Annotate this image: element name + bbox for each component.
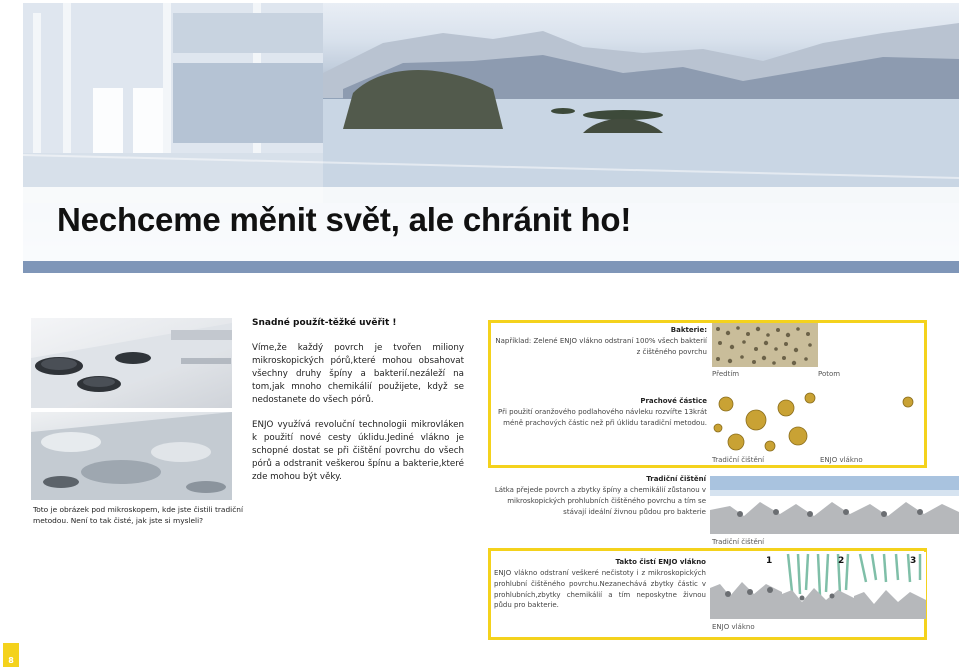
bacteria-after-image (818, 323, 924, 367)
enjo-step-2-image (782, 552, 854, 619)
label-enjo-dust: ENJO vlákno (820, 456, 863, 464)
hero-banner (23, 3, 959, 273)
label-traditional-cleaning: Tradiční čištění (712, 538, 765, 546)
dust-traditional-image (712, 390, 818, 453)
bacteria-texture-illustration (712, 323, 818, 367)
step-3-number: 3 (910, 556, 917, 566)
label-traditional-dust: Tradiční čištění (712, 456, 765, 464)
dust-text: Při použití oranžového podlahového návleku rozvířte 13krát méně prachových částic než při úklidu taradiční metodou. (497, 407, 707, 427)
microscope-photo (31, 412, 232, 500)
enjo-step-3-image (854, 552, 926, 619)
section-title: Snadné použít-těžké uvěřit ! (252, 318, 397, 328)
enjo-paragraph: ENJO využívá revoluční technologii mikrovláken k použití nové cesty úklidu.Jediné vlákno je schopné dostat se při čištění povrchu do všech pórů a odstranit veškerou špínu a bakterie,které zde mohou být věky. (252, 420, 464, 482)
lake-landscape-illustration (23, 3, 959, 203)
pollen-illustration (712, 390, 818, 453)
dust-enjo-image (818, 390, 924, 453)
enjo-block (494, 557, 706, 611)
label-enjo-fiber: ENJO vlákno (712, 623, 755, 631)
enjo-heading: Takto čistí ENJO vlákno (615, 558, 706, 566)
pollen-few-illustration (818, 390, 924, 453)
dust-block (492, 396, 707, 429)
step-2-number: 2 (838, 556, 845, 566)
enjo-text: ENJO vlákno odstraní veškeré nečistoty i z mikroskopických prohlubní čištěného povrchu.Nezanechává zbytky částic v prohlubních,zbytky chemikálií a tím neposkytne živnou půdu pro bakterie. (494, 568, 706, 610)
step-1-number: 1 (766, 556, 773, 566)
page-title: Nechceme měnit svět, ale chránit ho! (57, 201, 632, 238)
traditional-text: Látka přejede povrch a zbytky špíny a chemikálií zůstanou v mikroskopických prohlubních čištěného povrchu a tím se stávají ideální živnou půdou pro bakterie (494, 485, 706, 516)
dust-heading: Prachové částice (640, 397, 707, 405)
bacteria-heading: Bakterie: (670, 326, 707, 334)
cloth-on-surface-illustration (710, 472, 959, 534)
traditional-cleaning-diagram (710, 472, 959, 534)
kitchen-counter-photo (31, 318, 232, 408)
label-after: Potom (818, 370, 841, 378)
enjo-step-1-image (710, 552, 782, 619)
hero-bottom-stripe (23, 261, 959, 273)
label-before: Předtím (712, 370, 740, 378)
intro-paragraph: Víme,že každý povrch je tvořen miliony mikroskopických pórů,které mohou obsahovat všechny druhy špíny a bakterií.nezáleží na tom,jak mnoho chemikálií použijete, když se nedostanete do všech pórů. (252, 343, 464, 405)
page-number: 8 (3, 643, 19, 667)
traditional-heading: Tradiční čištění (646, 475, 706, 483)
bacteria-block (492, 325, 707, 358)
stovetop-illustration (31, 318, 232, 408)
traditional-block (494, 474, 706, 517)
bacteria-before-image (712, 323, 818, 367)
bacteria-text: Například: Zelené ENJO vlákno odstraní 100% všech bakterií z čištěného povrchu (495, 336, 707, 356)
microscope-caption: Toto je obrázek pod mikroskopem, kde jste čistili tradiční metodou. Není to tak čisté, jak jste si mysleli? (33, 505, 243, 525)
microscope-view-illustration (31, 412, 232, 500)
